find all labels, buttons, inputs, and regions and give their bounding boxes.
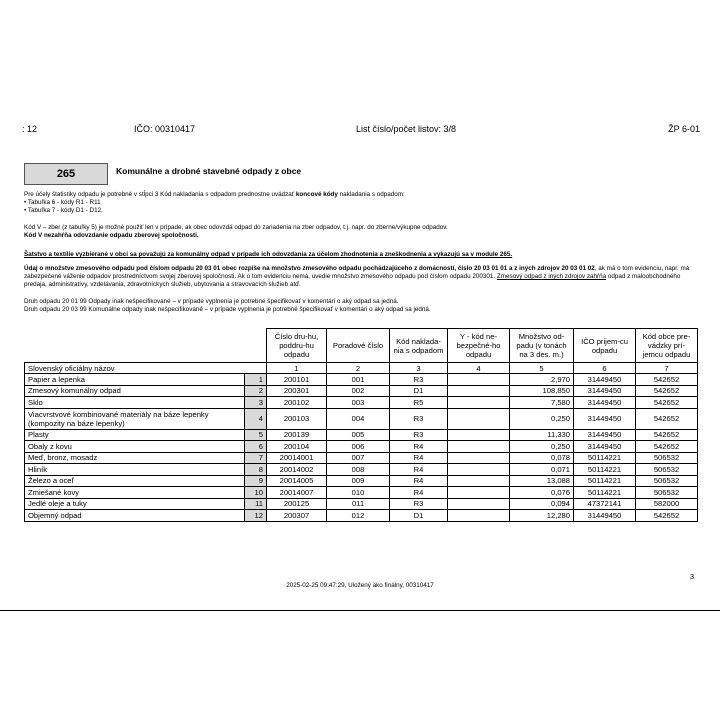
order-number: 012 [327, 510, 390, 522]
waste-name: Jedlé oleje a tuky [25, 498, 245, 510]
municipality-code: 582000 [636, 498, 698, 510]
col-number: 3 [390, 363, 448, 374]
order-number: 006 [327, 441, 390, 453]
waste-code: 200102 [267, 397, 327, 409]
table-row [25, 408, 698, 429]
order-number: 005 [327, 429, 390, 441]
waste-code: 20014007 [267, 487, 327, 499]
col-header-handling-code: Kód naklada-nia s odpadom [390, 329, 448, 363]
hazard-code [448, 464, 510, 476]
hazard-code [448, 475, 510, 487]
waste-code: 200104 [267, 441, 327, 453]
waste-name: Viacvrstvové kombinované materiály na báze lepenky (kompozity na báze lepenky) [25, 408, 245, 429]
intro-paragraph-1: Pre účely štatistiky odpadu je potrebné v stĺpci 3 Kód nakladania s odpadom prednostne uvádzať koncové kódy nakladania s odpadom: • Tabuľka 6 - kódy R1 - R11 • Tabuľka 7 - kódy D1 - D12. [24, 191, 405, 214]
row-number: 12 [245, 510, 267, 522]
municipality-code: 506532 [636, 452, 698, 464]
order-number: 007 [327, 452, 390, 464]
row-number: 5 [245, 429, 267, 441]
waste-code: 20014002 [267, 464, 327, 476]
bullet-table-7: • Tabuľka 7 - kódy D1 - D12. [24, 207, 103, 214]
col-number: 7 [636, 363, 698, 374]
order-number: 001 [327, 374, 390, 386]
waste-table [24, 328, 698, 522]
row-number: 1 [245, 374, 267, 386]
waste-code: 200125 [267, 498, 327, 510]
municipality-code: 542652 [636, 441, 698, 453]
section-number: 265 [24, 163, 108, 185]
municipality-code: 506532 [636, 464, 698, 476]
row-number: 7 [245, 452, 267, 464]
quantity: 7,580 [510, 397, 574, 409]
waste-table-body [25, 374, 698, 522]
bullet-table-6: • Tabuľka 6 - kódy R1 - R11 [24, 199, 101, 206]
intro-mixed-waste-note: Údaj o množstve zmesového odpadu pod číslom odpadu 20 03 01 obec rozpíše na množstvo zmesového odpadu pochádzajúceho z domácností, číslo 20 03 01 01 a z iných zdrojov 20 03 01 02, ak má o tom evidenciu, napr. má zabezpečené váženie odpadov prostredníctvom svojej zberovej spoločnosti. Ak o tom evidenciu nemá, uvedie množstvo zmesového odpadu pod číslom odpadu 200301. Zmesový odpad z iných zdrojov zahŕňa odpad z maloobchodného predaja, administratívy, vzdelávania, zdravotníckych služieb, ubytovania a stravovacích služieb atď. [24, 265, 690, 288]
quantity: 0,078 [510, 452, 574, 464]
row-number: 10 [245, 487, 267, 499]
col-number: 1 [267, 363, 327, 374]
order-number: 008 [327, 464, 390, 476]
recipient-ico: 31449450 [574, 397, 636, 409]
hazard-code [448, 487, 510, 499]
quantity: 0,250 [510, 441, 574, 453]
table-row [25, 374, 698, 386]
waste-code: 200101 [267, 374, 327, 386]
waste-code: 20014001 [267, 452, 327, 464]
handling-code: R4 [390, 487, 448, 499]
table-row [25, 498, 698, 510]
table-row [25, 452, 698, 464]
col-header-recipient-ico: IČO prijem-cu odpadu [574, 329, 636, 363]
row-number: 2 [245, 385, 267, 397]
quantity: 2,970 [510, 374, 574, 386]
col-header-order: Poradové číslo [327, 329, 390, 363]
waste-code: 200307 [267, 510, 327, 522]
waste-name: Papier a lepenka [25, 374, 245, 386]
recipient-ico: 50114221 [574, 464, 636, 476]
table-row [25, 429, 698, 441]
hazard-code [448, 429, 510, 441]
hazard-code [448, 397, 510, 409]
hazard-code [448, 374, 510, 386]
header-sheet-count: List číslo/počet listov: 3/8 [356, 124, 457, 134]
intro-textiles-note: Šatstvo a textílie vyzbierané v obci sa považujú za komunálny odpad v prípade ich odovzdania za účelom zhodnotenia a zneškodnenia a vykazujú sa v module 265. [24, 251, 513, 258]
municipality-code: 542652 [636, 429, 698, 441]
handling-code: R3 [390, 429, 448, 441]
hazard-code [448, 498, 510, 510]
waste-name: Objemný odpad [25, 510, 245, 522]
intro-unspecified-notes: Druh odpadu 20 01 99 Odpady inak nešpecifikované – v prípade vyplnenia je potrebné špecifikovať v komentári o aký odpad sa jedná. Druh odpadu 20 03 99 Komunálne odpady inak nešpecifikované – v prípade vyplnenia je potrebné špecifikovať v komentári o aký odpad sa jedná. [24, 298, 431, 313]
col-number: 5 [510, 363, 574, 374]
waste-name: Zmiešané kovy [25, 487, 245, 499]
recipient-ico: 31449450 [574, 385, 636, 397]
row-number: 8 [245, 464, 267, 476]
table-row [25, 397, 698, 409]
handling-code: R5 [390, 397, 448, 409]
waste-name: Sklo [25, 397, 245, 409]
col-number: 6 [574, 363, 636, 374]
header-form-code: ŽP 6-01 [668, 124, 700, 134]
table-row [25, 510, 698, 522]
hazard-code [448, 452, 510, 464]
page-number: 3 [689, 572, 694, 581]
col-number: 2 [327, 363, 390, 374]
hazard-code [448, 408, 510, 429]
row-number: 11 [245, 498, 267, 510]
municipality-code: 542652 [636, 374, 698, 386]
recipient-ico: 31449450 [574, 510, 636, 522]
quantity: 11,330 [510, 429, 574, 441]
quantity: 13,088 [510, 475, 574, 487]
hazard-code [448, 510, 510, 522]
row-number: 3 [245, 397, 267, 409]
waste-name: Železo a oceľ [25, 475, 245, 487]
footer-timestamp: 2025-02-25 09:47:29, Uložený ako finálny, 00310417 [286, 582, 434, 589]
col-header-waste-code: Číslo dru-hu, poddru-hu odpadu [267, 329, 327, 363]
order-number: 009 [327, 475, 390, 487]
order-number: 010 [327, 487, 390, 499]
recipient-ico: 31449450 [574, 441, 636, 453]
quantity: 0,076 [510, 487, 574, 499]
section-title: Komunálne a drobné stavebné odpady z obce [116, 166, 302, 176]
waste-name: Meď, bronz, mosadz [25, 452, 245, 464]
waste-name: Obaly z kovu [25, 441, 245, 453]
table-row [25, 441, 698, 453]
hazard-code [448, 385, 510, 397]
quantity: 12,280 [510, 510, 574, 522]
municipality-code: 542652 [636, 408, 698, 429]
header-left: : 12 [22, 124, 38, 134]
recipient-ico: 50114221 [574, 452, 636, 464]
order-number: 004 [327, 408, 390, 429]
row-number: 6 [245, 441, 267, 453]
hazard-code [448, 441, 510, 453]
table-row [25, 464, 698, 476]
row-number: 4 [245, 408, 267, 429]
page-divider [0, 610, 720, 611]
order-number: 002 [327, 385, 390, 397]
recipient-ico: 31449450 [574, 374, 636, 386]
table-row [25, 475, 698, 487]
handling-code: D1 [390, 510, 448, 522]
col-header-official-name: Slovenský oficiálny názov [25, 363, 267, 374]
waste-code: 200301 [267, 385, 327, 397]
recipient-ico: 31449450 [574, 429, 636, 441]
quantity: 0,250 [510, 408, 574, 429]
row-number: 9 [245, 475, 267, 487]
quantity: 0,071 [510, 464, 574, 476]
municipality-code: 506532 [636, 487, 698, 499]
recipient-ico: 50114221 [574, 487, 636, 499]
handling-code: R3 [390, 374, 448, 386]
handling-code: R4 [390, 452, 448, 464]
intro-paragraph-2: Kód V – zber (z tabuľky 5) je možné použiť len v prípade, ak obec odovzdá odpad do zariadenia na zber odpadov, t.j. napr. do zberne/výkupne odpadov. Kód V nezahŕňa odovzdanie odpadu zberovej spoločnosti. [24, 224, 448, 239]
municipality-code: 542652 [636, 510, 698, 522]
quantity: 0,094 [510, 498, 574, 510]
handling-code: R3 [390, 498, 448, 510]
quantity: 108,850 [510, 385, 574, 397]
municipality-code: 542652 [636, 385, 698, 397]
order-number: 011 [327, 498, 390, 510]
col-header-municipality-code: Kód obce pre-vádzky prí-jemcu odpadu [636, 329, 698, 363]
municipality-code: 542652 [636, 397, 698, 409]
waste-name: Zmesový komunálny odpad [25, 385, 245, 397]
municipality-code: 506532 [636, 475, 698, 487]
header-ico: IČO: 00310417 [134, 124, 196, 134]
waste-code: 200139 [267, 429, 327, 441]
col-header-hazard-code: Y - kód ne-bezpečné-ho odpadu [448, 329, 510, 363]
waste-name: Plasty [25, 429, 245, 441]
waste-code: 200103 [267, 408, 327, 429]
handling-code: R3 [390, 408, 448, 429]
recipient-ico: 31449450 [574, 408, 636, 429]
table-row [25, 487, 698, 499]
table-row [25, 385, 698, 397]
order-number: 003 [327, 397, 390, 409]
waste-code: 20014005 [267, 475, 327, 487]
col-number: 4 [448, 363, 510, 374]
recipient-ico: 50114221 [574, 475, 636, 487]
col-header-quantity: Množstvo od-padu (v tonách na 3 des. m.) [510, 329, 574, 363]
waste-name: Hliník [25, 464, 245, 476]
handling-code: R4 [390, 464, 448, 476]
handling-code: R4 [390, 441, 448, 453]
handling-code: D1 [390, 385, 448, 397]
handling-code: R4 [390, 475, 448, 487]
recipient-ico: 47372141 [574, 498, 636, 510]
